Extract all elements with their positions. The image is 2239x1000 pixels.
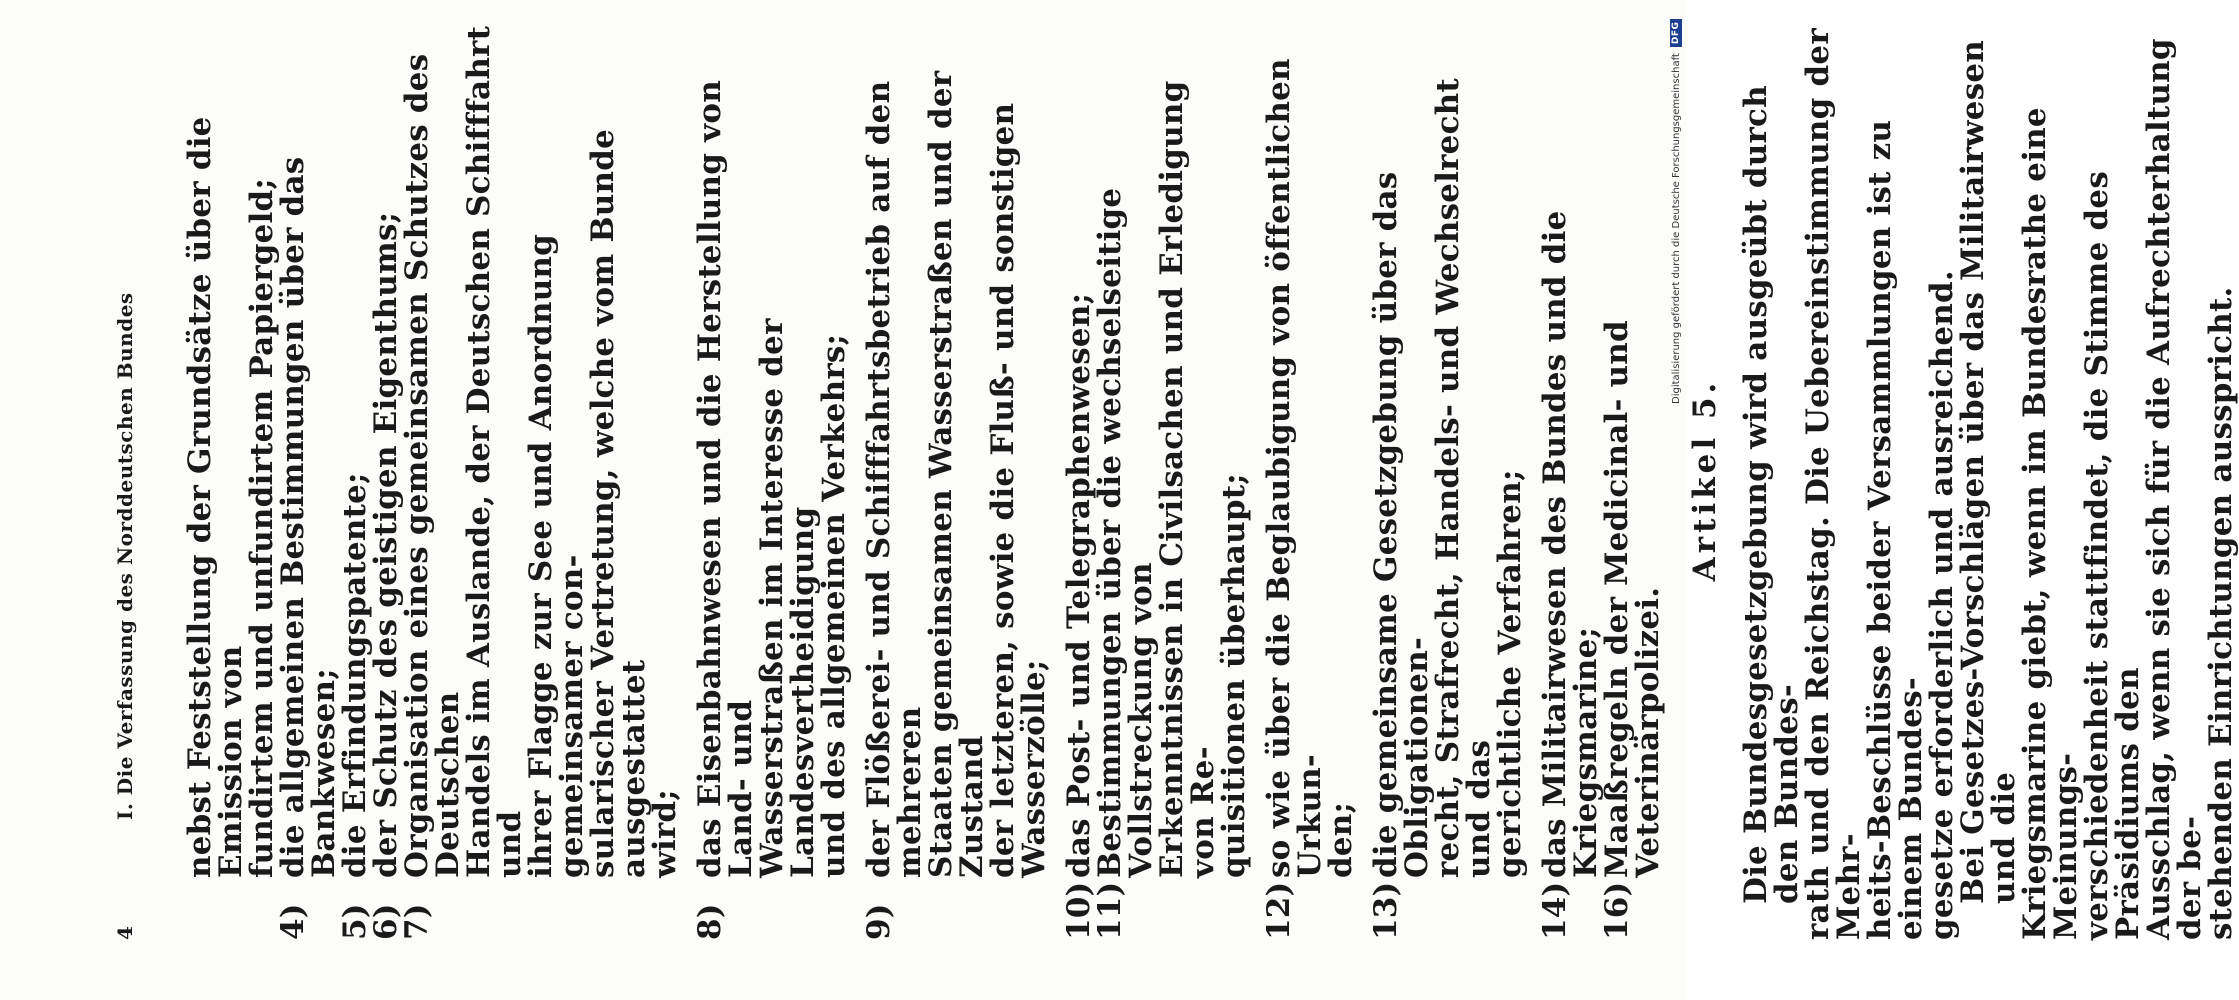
item-number: 8) — [692, 903, 728, 940]
text-line: das Post- und Telegraphenwesen; — [1061, 292, 1097, 878]
text-line: Bei Gesetzes-Vorschlägen über das Militairwesen und die — [1955, 39, 2022, 904]
list-item — [368, 20, 404, 940]
list-item — [1368, 20, 1528, 940]
text-line: der Schutz des geistigen Eigenthums; — [368, 211, 404, 878]
text-line: das Eisenbahnwesen und die Herstellung von Land- und — [692, 80, 759, 878]
text-line: heits-Beschlüsse beider Versammlungen ist zu einem Bundes- — [1862, 119, 1929, 940]
list-item — [1537, 20, 1604, 940]
item-number: 6) — [368, 903, 404, 940]
item-number: 16) — [1599, 881, 1635, 940]
list-item — [1061, 20, 1097, 940]
list-item — [1092, 20, 1252, 940]
item-text — [1368, 20, 1528, 878]
text-line: rath und den Reichstag. Die Uebereinstimmung der Mehr- — [1800, 28, 1867, 940]
item-text — [399, 20, 683, 878]
continuation-text — [182, 20, 280, 940]
page-header — [113, 20, 157, 940]
article-title: Artikel 5. — [1687, 378, 1723, 582]
text-line: das Militairwesen des Bundes und die Kriegsmarine; — [1537, 210, 1604, 878]
dfg-logo: DFG — [1670, 19, 1682, 48]
item-number: 13) — [1368, 881, 1404, 940]
list-item — [1261, 20, 1359, 940]
item-number: 7) — [399, 903, 435, 940]
article-paragraph — [1738, 20, 1960, 940]
item-number: 10) — [1061, 881, 1097, 940]
item-text — [1092, 20, 1252, 878]
text-line: Kriegsmarine giebt, wenn im Bundesrathe eine Meinungs- — [2017, 107, 2084, 940]
text-line: Organisation eines gemeinsamen Schutzes des Deutschen — [399, 53, 466, 878]
item-text — [368, 20, 404, 878]
item-number: 9) — [861, 903, 897, 940]
text-line: gesetze erforderlich und ausreichend. — [1924, 270, 1960, 940]
item-text — [1261, 20, 1359, 878]
text-line: der letzteren, sowie die Fluß- und sonstigen Wasserzölle; — [985, 102, 1052, 878]
item-text — [275, 20, 342, 878]
item-number: 4) — [275, 903, 311, 940]
text-line: und des allgemeinen Verkehrs; — [816, 333, 852, 878]
list-item — [337, 20, 373, 940]
running-title: I. Die Verfassung des Norddeutschen Bundes — [113, 292, 137, 820]
list-item — [861, 20, 1052, 940]
text-line: Wasserstraßen im Interesse der Landesvertheidigung — [754, 318, 821, 878]
text-line: Bestimmungen über die wechselseitige Vollstreckung von — [1092, 187, 1159, 878]
item-number: 5) — [337, 903, 373, 940]
item-text — [337, 20, 373, 878]
text-line: fundirtem und unfundirtem Papiergeld; — [244, 177, 280, 878]
text-line: recht, Strafrecht, Handels- und Wechselrecht und das — [1430, 78, 1497, 878]
enumerated-list — [275, 20, 1666, 940]
text-line: gerichtliche Verfahren; — [1492, 469, 1528, 878]
list-item — [275, 20, 342, 940]
list-item — [692, 20, 852, 940]
text-line: ihrer Flagge zur See und Anordnung gemeinsamer con- — [523, 233, 590, 878]
text-line: verschiedenheit stattfindet, die Stimme des Präsidiums den — [2079, 171, 2146, 940]
item-text — [1061, 20, 1097, 878]
item-text — [1599, 20, 1666, 878]
page-number: 4 — [113, 925, 137, 940]
text-line: die Erfindungspatente; — [337, 472, 373, 878]
list-item — [1599, 20, 1666, 940]
text-line: Ausschlag, wenn sie sich für die Aufrechterhaltung der be- — [2141, 38, 2208, 940]
digitization-credit — [1670, 19, 1682, 404]
text-line: sularischer Vertretung, welche vom Bunde ausgestattet — [585, 128, 652, 878]
text-line: Staaten gemeinsamen Wasserstraßen und der Zustand — [923, 70, 990, 878]
text-line: stehenden Einrichtungen ausspricht. — [2203, 286, 2239, 940]
text-line: den; — [1323, 801, 1359, 878]
item-number: 11) — [1092, 881, 1128, 940]
list-item — [399, 20, 683, 940]
text-line: Maaßregeln der Medicinal- und Veterinärpolizei. — [1599, 320, 1666, 878]
text-line: die allgemeinen Bestimmungen über das Bankwesen; — [275, 156, 342, 878]
text-line: wird; — [647, 789, 683, 878]
text-line: quisitionen überhaupt; — [1216, 473, 1252, 878]
article-paragraph — [1955, 20, 2239, 940]
item-text — [861, 20, 1052, 878]
item-number: 14) — [1537, 881, 1573, 940]
credit-text: Digitalisierung gefördert durch die Deutsche Forschungsgemeinschaft — [1670, 53, 1682, 404]
item-text — [1537, 20, 1604, 878]
item-text — [692, 20, 852, 878]
text-line: Handels im Auslande, der Deutschen Schifffahrt und — [461, 25, 528, 878]
text-line: so wie über die Beglaubigung von öffentlichen Urkun- — [1261, 58, 1328, 878]
text-line: Erkenntnissen in Civilsachen und Erledigung von Re- — [1154, 80, 1221, 878]
text-line: Die Bundesgesetzgebung wird ausgeübt durch den Bundes- — [1738, 85, 1805, 904]
text-line: der Flößerei- und Schifffahrtsbetrieb auf den mehreren — [861, 80, 928, 878]
text-line: die gemeinsame Gesetzgebung über das Obligationen- — [1368, 171, 1435, 878]
text-line: nebst Feststellung der Grundsätze über die Emission von — [182, 116, 249, 878]
body-text — [182, 20, 2239, 940]
item-number: 12) — [1261, 881, 1297, 940]
